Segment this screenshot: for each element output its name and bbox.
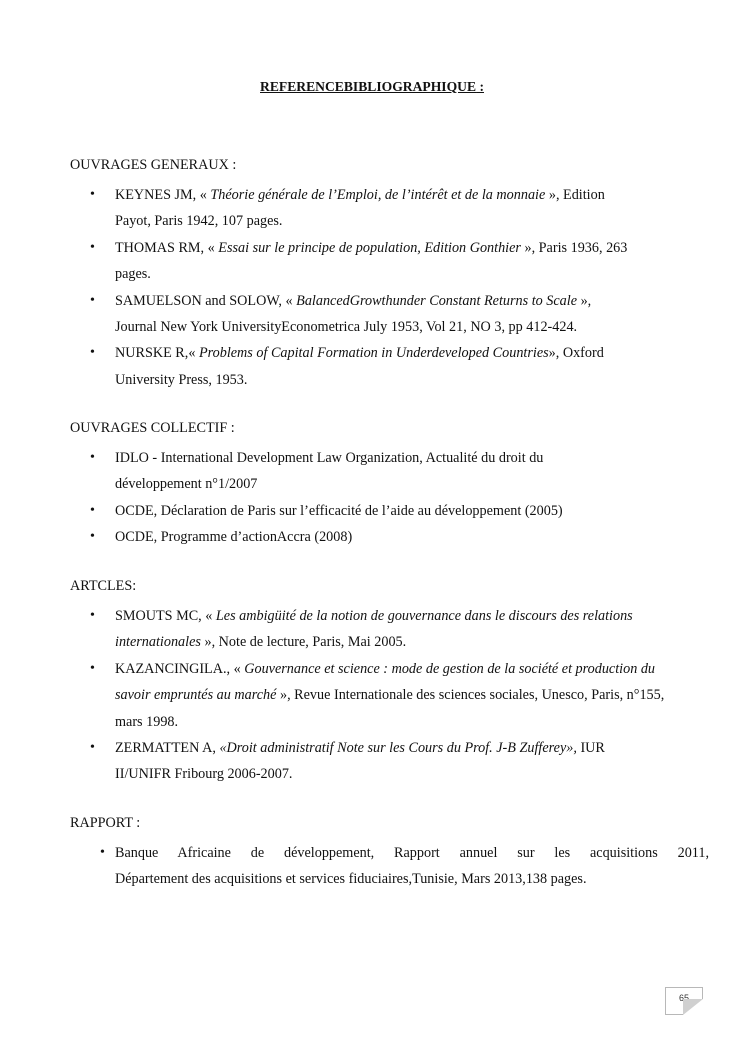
list-item [70, 840, 709, 893]
page-number: 65 [678, 993, 689, 1003]
ref-line-2: Département des acquisitions et services fiduciaires,Tunisie, Mars 2013,138 pages. [115, 871, 587, 888]
title-text: REFERENCEBIBLIOGRAPHIQUE [260, 79, 477, 94]
section-heading: OUVRAGES GENERAUX : [70, 157, 237, 173]
section-ouvrages-collectif [70, 418, 670, 551]
bullet-icon: • [100, 845, 105, 860]
list-item [70, 735, 655, 788]
bullet-icon: • [90, 187, 95, 202]
ref-details: IUR II/UNIFR Fribourg 2006-2007. [115, 740, 605, 783]
page-number-box [665, 987, 703, 1015]
ref-title: Gouvernance et science : mode de gestion de la société et production du savoir empruntés au marché [115, 660, 656, 704]
section-heading: ARTCLES: [70, 578, 137, 594]
bullet-icon: • [90, 740, 95, 756]
bullet-icon: • [90, 239, 95, 255]
bullet-icon: • [90, 608, 95, 623]
ref-details: », Note de lecture, Paris, Mai 2005. [200, 634, 407, 651]
list-item [70, 656, 670, 735]
list-item [70, 524, 675, 550]
ref-title: Problems of Capital Formation in Underdeveloped Countries [198, 345, 549, 362]
section-articles [70, 576, 670, 788]
ref-text: OCDE, Programme d’actionAccra (2008) [115, 529, 353, 546]
page-title [0, 79, 744, 95]
bullet-icon: • [90, 529, 95, 545]
ref-details: », Oxford University Press, 1953. [115, 345, 604, 388]
bullet-icon: • [90, 660, 95, 676]
ref-title: Les ambigüité de la notion de gouvernance dans le discours des relations internationales [115, 608, 633, 651]
ref-text: IDLO - International Development Law Organization, Actualité du droit du développement n°1/2007 [115, 450, 544, 493]
ref-details: », Paris 1936, 263 pages. [115, 239, 628, 283]
bullet-icon: • [90, 502, 95, 518]
section-heading: RAPPORT : [70, 815, 141, 831]
ref-title: BalancedGrowthunder Constant Returns to Scale [296, 292, 578, 309]
ref-author: ZERMATTEN A, [115, 740, 220, 757]
ref-line-1: Banque Africaine de développement, Rapport annuel sur les acquisitions 2011, [115, 845, 709, 861]
reference-list [70, 603, 670, 788]
reference-list [70, 840, 709, 893]
list-item [70, 603, 675, 656]
list-item [70, 235, 665, 288]
bullet-icon: • [90, 450, 95, 465]
section-heading: OUVRAGES COLLECTIF : [70, 420, 235, 436]
list-item [70, 445, 585, 498]
ref-author: THOMAS RM, « [115, 239, 219, 256]
title-suffix: : [476, 79, 484, 94]
ref-details: », Revue Internationale des sciences sociales, Unesco, Paris, n°155, mars 1998. [115, 687, 665, 730]
list-item [70, 340, 640, 393]
list-item [70, 498, 675, 524]
page-fold-icon [683, 999, 703, 1015]
section-rapport [70, 813, 709, 893]
ref-text: OCDE, Déclaration de Paris sur l’efficacité de l’aide au développement (2005) [115, 502, 563, 519]
ref-author: KEYNES JM, « [115, 187, 211, 203]
list-item [70, 182, 635, 235]
bullet-icon: • [90, 292, 95, 308]
ref-title: Théorie générale de l’Emploi, de l’intérêt et de la monnaie [210, 187, 546, 203]
reference-list [70, 445, 670, 551]
ref-author: SAMUELSON and SOLOW, « [115, 292, 297, 309]
ref-details: », Journal New York UniversityEconometrica July 1953, Vol 21, NO 3, pp 412-424. [115, 292, 592, 336]
ref-author: NURSKE R,« [115, 345, 199, 362]
ref-author: KAZANCINGILA., « [115, 660, 245, 677]
ref-title: «Droit administratif Note sur les Cours du Prof. J-B Zufferey», [219, 740, 577, 757]
section-ouvrages-generaux [70, 155, 670, 393]
ref-author: SMOUTS MC, « [115, 608, 216, 624]
ref-details: », Edition Payot, Paris 1942, 107 pages. [115, 187, 605, 230]
bullet-icon: • [90, 345, 95, 361]
reference-list [70, 182, 670, 393]
list-item [70, 288, 635, 341]
ref-title: Essai sur le principe de population, Edition Gonthier [218, 239, 521, 256]
